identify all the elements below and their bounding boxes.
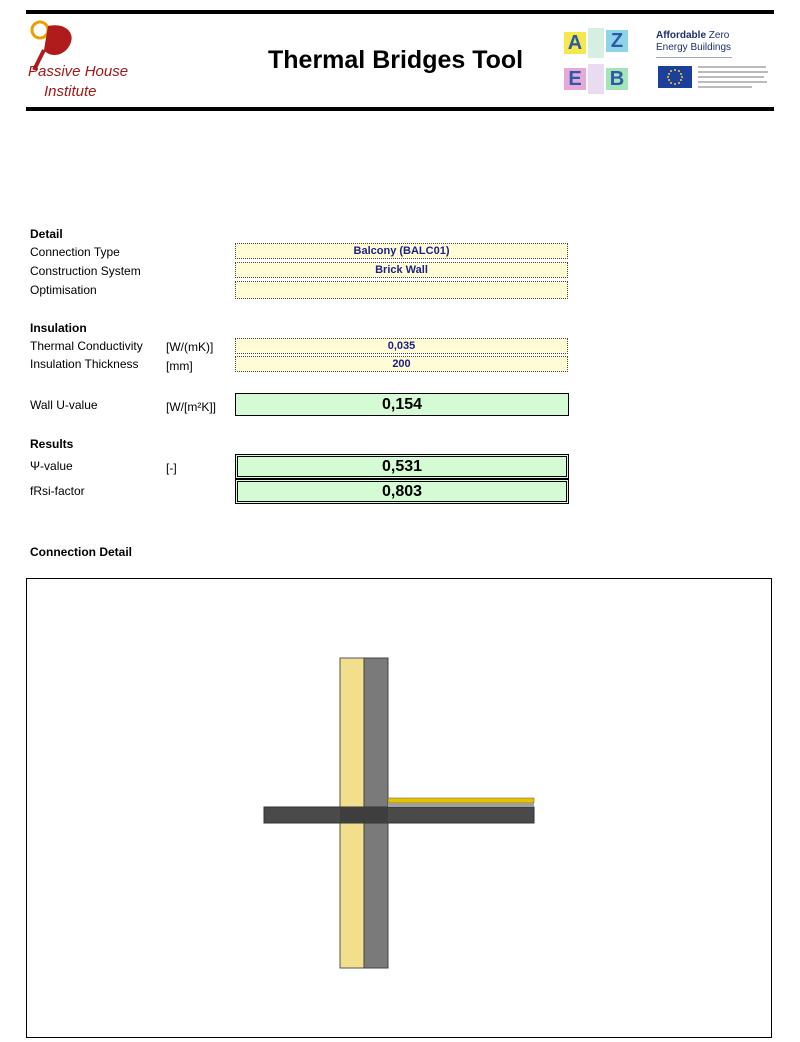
detail-heading: Detail <box>30 227 63 241</box>
balcony-slab <box>264 807 534 823</box>
eu-flag-icon <box>658 66 692 88</box>
azeb-divider <box>656 57 732 58</box>
optimisation-label: Optimisation <box>30 283 97 297</box>
header-bottom-rule <box>26 107 774 111</box>
insulation-thickness-label: Insulation Thickness <box>30 357 139 371</box>
construction-system-field[interactable]: Brick Wall <box>235 262 568 278</box>
connection-detail-frame <box>26 578 772 1038</box>
connection-detail-heading: Connection Detail <box>30 545 133 559</box>
frsi-factor-output: 0,803 <box>235 479 569 504</box>
connection-type-field[interactable]: Balcony (BALC01) <box>235 243 568 259</box>
azeb-name-line1: Affordable Zero <box>656 30 730 41</box>
azeb-letter-z: Z <box>606 30 628 52</box>
azeb-letter-a: A <box>564 32 586 54</box>
results-heading: Results <box>30 437 74 451</box>
insulation-heading: Insulation <box>30 321 87 335</box>
eu-funding-fineprint <box>698 66 770 88</box>
psi-value-output: 0,531 <box>235 454 569 479</box>
floor-insulation-layer <box>388 798 534 803</box>
azeb-letter-e: E <box>564 68 586 90</box>
construction-system-label: Construction System <box>30 264 141 278</box>
wall-u-value-output: 0,154 <box>235 393 569 416</box>
wall-u-value-label: Wall U-value <box>30 398 98 412</box>
azeb-name-line2: Energy Buildings <box>656 42 732 53</box>
azeb-cube-shade-lower <box>588 64 604 94</box>
thermal-conductivity-unit: [W/(mK)] <box>166 340 214 354</box>
thermal-conductivity-field[interactable]: 0,035 <box>235 338 568 354</box>
frsi-factor-label: fRsi-factor <box>30 484 85 498</box>
psi-value-unit: [-] <box>166 461 177 475</box>
thermal-conductivity-label: Thermal Conductivity <box>30 339 143 353</box>
logo-line1: Passive House <box>28 63 129 80</box>
header-top-rule <box>26 10 774 14</box>
psi-value-label: Ψ-value <box>30 459 73 473</box>
azeb-cube-shade <box>588 28 604 58</box>
balcony-connection-drawing <box>27 579 771 1037</box>
logo-line2: Institute <box>44 83 97 100</box>
azeb-logo <box>562 24 642 96</box>
connection-type-label: Connection Type <box>30 245 120 259</box>
slab-thermal-bridge <box>340 807 388 823</box>
azeb-letter-b: B <box>606 68 628 90</box>
insulation-thickness-unit: [mm] <box>166 359 193 373</box>
floor-screed-layer <box>388 803 534 807</box>
optimisation-field[interactable] <box>235 281 568 299</box>
page-title: Thermal Bridges Tool <box>268 46 524 74</box>
insulation-thickness-field[interactable]: 200 <box>235 356 568 372</box>
wall-u-value-unit: [W/[m²K]] <box>166 400 216 414</box>
